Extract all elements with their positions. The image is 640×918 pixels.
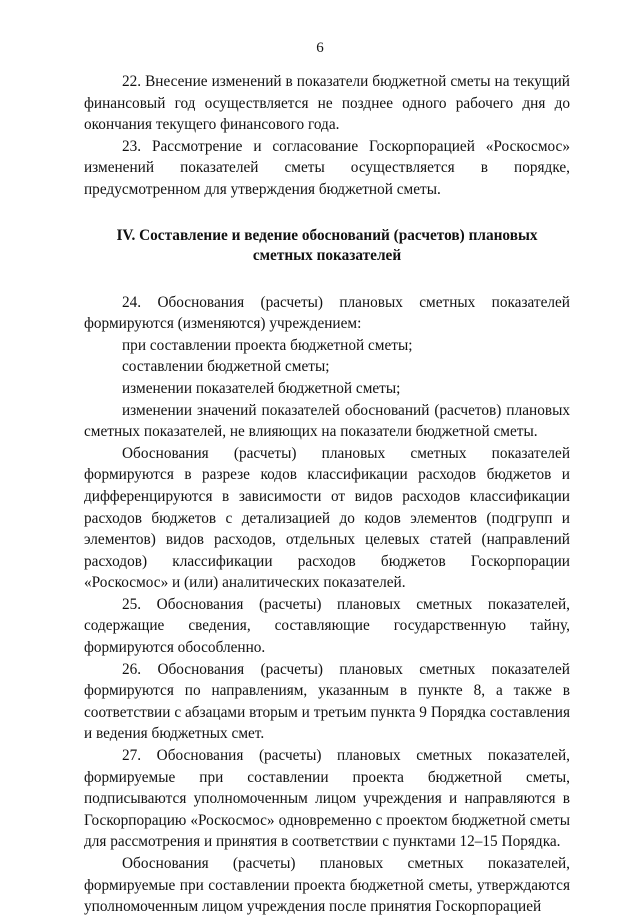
- paragraph-approval: Обоснования (расчеты) плановых сметных показателей, формируемые при составлении проекта бюджетной сметы, утверждаются уполномоченным лицом учреждения после принятия Госкорпорацией: [84, 855, 570, 916]
- paragraph-27: 27. Обоснования (расчеты) плановых сметных показателей, формируемые при составлении проекта бюджетной сметы, подписываются уполномоченным лицом учреждения и направляются в Госкорпорацию «Роскосмос» одновременно с проектом бюджетной сметы для рассмотрения и принятия в соответствии с пунктами 12–15 Порядка.: [84, 747, 570, 851]
- document-body: [84, 71, 570, 918]
- paragraph-25: 25. Обоснования (расчеты) плановых сметных показателей, содержащие сведения, составляющие государственную тайну, формируются обособленно.: [84, 595, 570, 657]
- section-heading: IV. Составление и ведение обоснований (расчетов) плановых сметных показателей: [116, 226, 538, 264]
- list-item: составлении бюджетной сметы;: [122, 358, 330, 376]
- list-item: изменении показателей бюджетной сметы;: [122, 379, 401, 397]
- paragraph-justifications: Обоснования (расчеты) плановых сметных показателей формируются в разрезе кодов классификации расходов бюджетов и дифференцируются в зависимости от видов расходов классификации расходов бюджетов с детализацией до кодов элементов (подгрупп и элементов) видов расходов, отдельных целевых статей (направлений расходов) классификации расходов бюджетов Госкорпорации «Роскосмос» и (или) аналитических показателей.: [84, 444, 570, 592]
- paragraph-22: 22. Внесение изменений в показатели бюджетной сметы на текущий финансовый год осуществляется не позднее одного рабочего дня до окончания текущего финансового года.: [84, 73, 570, 134]
- paragraph-24: 24. Обоснования (расчеты) плановых сметных показателей формируются (изменяются) учреждением:: [84, 293, 570, 333]
- paragraph-26: 26. Обоснования (расчеты) плановых сметных показателей формируются по направлениям, указанным в пункте 8, а также в соответствии с абзацами вторым и третьим пункта 9 Порядка составления и ведения бюджетных смет.: [84, 660, 570, 743]
- list-item: изменении значений показателей обоснований (расчетов) плановых сметных показателей, не влияющих на показатели бюджетной сметы.: [84, 401, 570, 441]
- list-item: при составлении проекта бюджетной сметы;: [122, 336, 413, 354]
- page-number: 6: [316, 40, 324, 56]
- paragraph-23: 23. Рассмотрение и согласование Госкорпорацией «Роскосмос» изменений показателей сметы осуществляется в порядке, предусмотренном для утверждения бюджетной сметы.: [84, 137, 570, 198]
